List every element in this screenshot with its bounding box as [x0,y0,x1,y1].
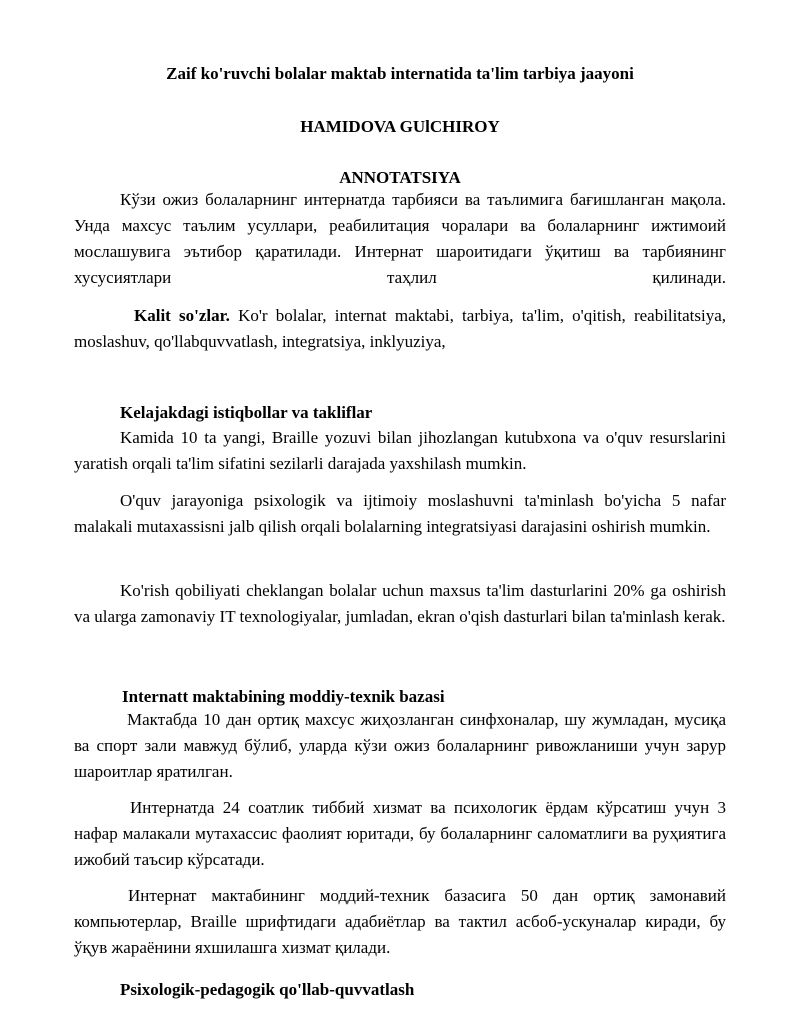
author-name: HAMIDOVA GUlCHIROY [300,117,500,136]
facilities-paragraph-3: Интернат мактабининг моддий-техник базасига 50 дан ортиқ замонавий компьютерлар, Braille шрифтидаги адабиётлар ва тактил асбоб-ускуналар киради, бу ўқув жараёнини яхшилашга хизмат қилади. [74,886,726,957]
facilities-paragraph-1: Мактабда 10 дан ортиқ махсус жиҳозланган синфхоналар, шу жумладан, мусиқа ва спорт зали мавжуд бўлиб, уларда кўзи ожиз болаларнинг ривожланиши учун зарур шароитлар яратилган. [74,710,726,781]
section-heading-psych-support: Psixologik-pedagogik qo'llab-quvvatlash [120,980,415,999]
abstract-paragraph: Кўзи ожиз болаларнинг интернатда тарбияси ва таълимига бағишланган мақола. Унда махсус таълим усуллари, реабилитация чоралари ва болаларнинг ижтимоий мослашувига эътибор қаратилади. Интернат шароитидаги ўқитиш ва тарбиянинг хусусиятлари таҳлил қилинади. [74,190,726,287]
abstract-heading: ANNOTATSIYA [339,168,461,187]
keywords-label: Kalit so'zlar. [134,306,230,325]
prospects-paragraph-3: Ko'rish qobiliyati cheklangan bolalar uchun maxsus ta'lim dasturlarini 20% ga oshirish va ularga zamonaviy IT texnologiyalar, jumladan, ekran o'qish dasturlari bilan ta'minlash kerak. [74,581,726,626]
facilities-paragraph-2: Интернатда 24 соатлик тиббий хизмат ва психологик ёрдам кўрсатиш учун 3 нафар малакали мутахассис фаолият юритади, бу болаларнинг саломатлиги ва руҳиятига ижобий таъсир кўрсатади. [74,798,726,869]
keywords-paragraph [74,303,726,355]
section-heading-facilities: Internatt maktabining moddiy-texnik bazasi [122,687,445,706]
prospects-paragraph-2: O'quv jarayoniga psixologik va ijtimoiy moslashuvni ta'minlash bo'yicha 5 nafar malakali mutaxassisni jalb qilish orqali bolalarning integratsiyasi darajasini oshirish mumkin. [74,491,726,536]
keywords-list: Ko'r bolalar, internat maktabi, tarbiya, ta'lim, o'qitish, reabilitatsiya, moslashuv, qo'llabquvvatlash, integratsiya, inklyuziya, [74,306,726,351]
section-heading-prospects: Kelajakdagi istiqbollar va takliflar [120,403,373,422]
prospects-paragraph-1: Kamida 10 ta yangi, Braille yozuvi bilan jihozlangan kutubxona va o'quv resurslarini yaratish orqali ta'lim sifatini sezilarli darajada yaxshilash mumkin. [74,428,726,473]
document-title: Zaif ko'ruvchi bolalar maktab internatida ta'lim tarbiya jaayoni [166,64,634,83]
